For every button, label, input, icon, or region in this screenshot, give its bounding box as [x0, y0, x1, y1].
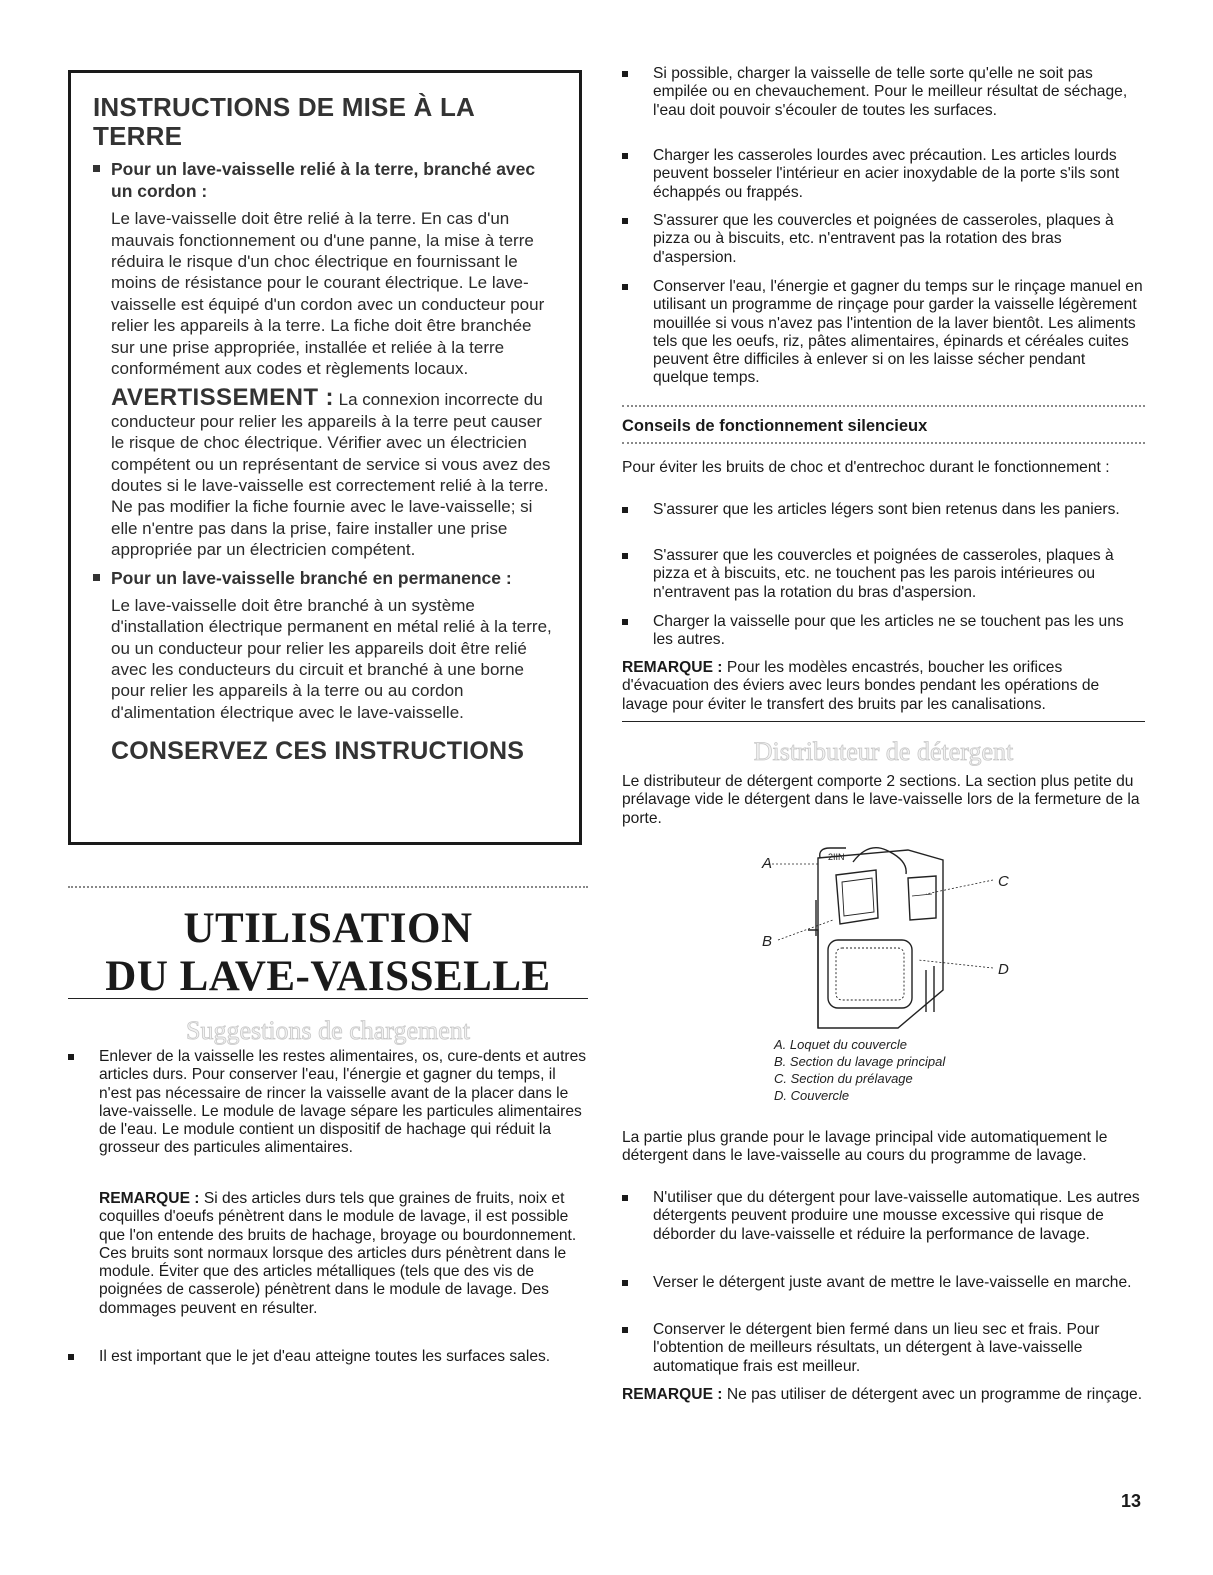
svg-text:2IIN: 2IIN — [828, 852, 845, 862]
bullet-square-icon — [622, 619, 628, 625]
dotted-divider — [622, 405, 1145, 407]
bullet-square-icon — [622, 507, 628, 513]
loading-suggestions-heading: Suggestions de chargement — [185, 1016, 471, 1045]
grounding-warning — [111, 384, 559, 560]
bullet-square-icon — [622, 1195, 628, 1201]
grounding-corded-subheading: Pour un lave-vaisselle relié à la terre, branché avec un cordon : — [93, 158, 559, 202]
dotted-divider — [68, 886, 588, 888]
bullet-square-icon — [68, 1054, 74, 1060]
bullet-square-icon — [622, 1327, 628, 1333]
detergent-bullet-3: Conserver le détergent bien fermé dans un lieu sec et frais. Pour l'obtention de meilleurs résultats, un détergent à lave-vaisselle automatique frais est meilleur. — [653, 1321, 1145, 1376]
detergent-bullet-2: Verser le détergent juste avant de mettre le lave-vaisselle en marche. — [653, 1274, 1145, 1292]
title-underline — [68, 998, 588, 999]
loading-bullet-4: Charger les casseroles lourdes avec précaution. Les articles lourds peuvent bosseler l'intérieur en acier inoxydable de la porte s'ils sont échappés ou frappés. — [653, 147, 1145, 202]
bullet-square-icon — [622, 553, 628, 559]
grounding-permanent-text: Le lave-vaisselle doit être branché à un système d'installation électrique permanent en métal relié à la terre, ou un conducteur pour relier les appareils doit être relié avec les conducteurs du circuit et branché à une borne pour relier les appareils à la terre ou au cordon d'alimentation électrique avec le lave-vaisselle. — [111, 595, 552, 722]
figure-label-b: B — [762, 933, 773, 950]
loading-bullet-1: Enlever de la vaisselle les restes alimentaires, os, cure-dents et autres articles durs. Pour conserver l'eau, l'énergie et gagner du temps, il n'est pas nécessaire de rincer la vaisselle avant de la placer dans le lave-vaisselle. Le module de lavage sépare les particules alimentaires de l'eau. Le module contient un dispositif de hachage qui réduit la grosseur des particules alimentaires. — [99, 1048, 588, 1158]
loading-bullet-5: S'assurer que les couvercles et poignées de casseroles, plaques à pizza ou à biscuits, etc. n'entravent pas la rotation des bras d'aspersion. — [653, 212, 1145, 267]
bullet-square-icon — [68, 1354, 74, 1360]
bullet-square-icon — [93, 165, 100, 172]
section-title-line2: DU LAVE-VAISSELLE — [105, 953, 551, 1000]
bullet-square-icon — [622, 1280, 628, 1286]
bullet-square-icon — [93, 574, 100, 581]
dotted-divider — [622, 442, 1145, 444]
detergent-bullet-1: N'utiliser que du détergent pour lave-vaisselle automatique. Les autres détergents peuvent produire une mousse excessive qui risque de déborder du lave-vaisselle et réduire la performance de lavage. — [653, 1189, 1145, 1244]
grounding-permanent-subheading: Pour un lave-vaisselle branché en permanence : — [93, 567, 559, 589]
figure-caption-d: D. Couvercle — [774, 1088, 850, 1103]
grounding-title: INSTRUCTIONS DE MISE À LA TERRE — [93, 92, 475, 151]
save-instructions-text: CONSERVEZ CES INSTRUCTIONS — [111, 737, 525, 766]
quiet-bullet-2: S'assurer que les couvercles et poignées de casseroles, plaques à pizza et à biscuits, etc. ne touchent pas les parois intérieures ou n'entravent pas la rotation du bras d'aspersion. — [653, 547, 1145, 602]
quiet-intro: Pour éviter les bruits de choc et d'entrechoc durant le fonctionnement : — [622, 459, 1110, 476]
figure-label-c: C — [998, 873, 1009, 890]
detergent-dispenser-heading: Distributeur de détergent — [753, 737, 1014, 766]
grounding-instructions-box — [68, 70, 582, 845]
quiet-bullet-3: Charger la vaisselle pour que les articles ne se touchent pas les uns les autres. — [653, 613, 1145, 650]
detergent-intro: Le distributeur de détergent comporte 2 sections. La section plus petite du prélavage vide le détergent dans le lave-vaisselle lors de la fermeture de la porte. — [622, 773, 1140, 827]
loading-bullet-6: Conserver l'eau, l'énergie et gagner du temps sur le rinçage manuel en utilisant un programme de rinçage pour garder la vaisselle légèrement mouillée si vous n'avez pas l'intention de la laver bientôt. Les aliments tels que les oeufs, riz, pâtes alimentaires, épinards et céréales cuites peuvent être difficiles à enlever si on les laisse sécher pendant quelque temps. — [653, 278, 1145, 388]
warning-text: La connexion incorrecte du conducteur pour relier les appareils à la terre peut causer le risque de choc électrique. Vérifier avec un électricien compétent ou un représentant de service si vous avez des doutes si le lave-vaisselle est correctement relié à la terre. Ne pas modifier la fiche fournie avec le lave-vaisselle; si elle n'entre pas dans la prise, faire installer une prise appropriée par un électricien compétent. — [111, 390, 551, 560]
bullet-square-icon — [622, 218, 628, 224]
detergent-paragraph: La partie plus grande pour le lavage principal vide automatiquement le détergent dans le lave-vaisselle au cours du programme de lavage. — [622, 1129, 1108, 1165]
figure-caption-c: C. Section du prélavage — [774, 1071, 913, 1086]
figure-caption-a: A. Loquet du couvercle — [774, 1037, 907, 1052]
bullet-square-icon — [622, 71, 628, 77]
warning-label: AVERTISSEMENT : — [111, 384, 334, 412]
figure-label-d: D — [998, 961, 1009, 978]
detergent-note: REMARQUE : Ne pas utiliser de détergent avec un programme de rinçage. — [622, 1386, 1143, 1403]
bullet-square-icon — [622, 284, 628, 290]
figure-label-a: A — [762, 855, 773, 872]
loading-note: REMARQUE : Si des articles durs tels que graines de fruits, noix et coquilles d'oeufs pénètrent dans le module de lavage, il est possible que l'on entende des bruits de hachage, broyage ou bourdonnement. Ces bruits sont normaux lorsque des articles durs pénètrent dans le module. Éviter que des articles métalliques (tels que des vis de poignées de casserole) pénètrent dans le module de lavage. Des dommages peuvent en résulter. — [99, 1190, 577, 1317]
figure-caption-b: B. Section du lavage principal — [774, 1054, 946, 1069]
bullet-square-icon — [622, 153, 628, 159]
section-divider — [622, 721, 1145, 722]
quiet-bullet-1: S'assurer que les articles légers sont bien retenus dans les paniers. — [653, 501, 1145, 519]
page-number: 13 — [1121, 1491, 1142, 1511]
quiet-operation-heading: Conseils de fonctionnement silencieux — [622, 417, 928, 435]
loading-bullet-2: Il est important que le jet d'eau atteigne toutes les surfaces sales. — [99, 1348, 588, 1366]
detergent-dispenser-diagram — [758, 840, 1018, 1040]
quiet-note: REMARQUE : Pour les modèles encastrés, boucher les orifices d'évacuation des éviers avec leurs bondes pendant les opérations de lavage pour éviter le transfert des bruits par les canalisations. — [622, 659, 1100, 713]
grounding-corded-text: Le lave-vaisselle doit être relié à la terre. En cas d'un mauvais fonctionnement ou d'une panne, la mise à terre réduira le risque d'un choc électrique en fournissant le moins de résistance pour le courant électrique. Le lave-vaisselle est équipé d'un cordon avec un conducteur pour relier les appareils à la terre. La fiche doit être branchée sur une prise appropriée, installée et reliée à la terre conformément aux codes et règlements locaux. — [111, 209, 545, 379]
loading-bullet-3: Si possible, charger la vaisselle de telle sorte qu'elle ne soit pas empilée ou en chevauchement. Pour le meilleur résultat de séchage, l'eau doit pouvoir s'écouler de toutes les surfaces. — [653, 65, 1145, 120]
section-title-line1: UTILISATION — [183, 905, 473, 952]
